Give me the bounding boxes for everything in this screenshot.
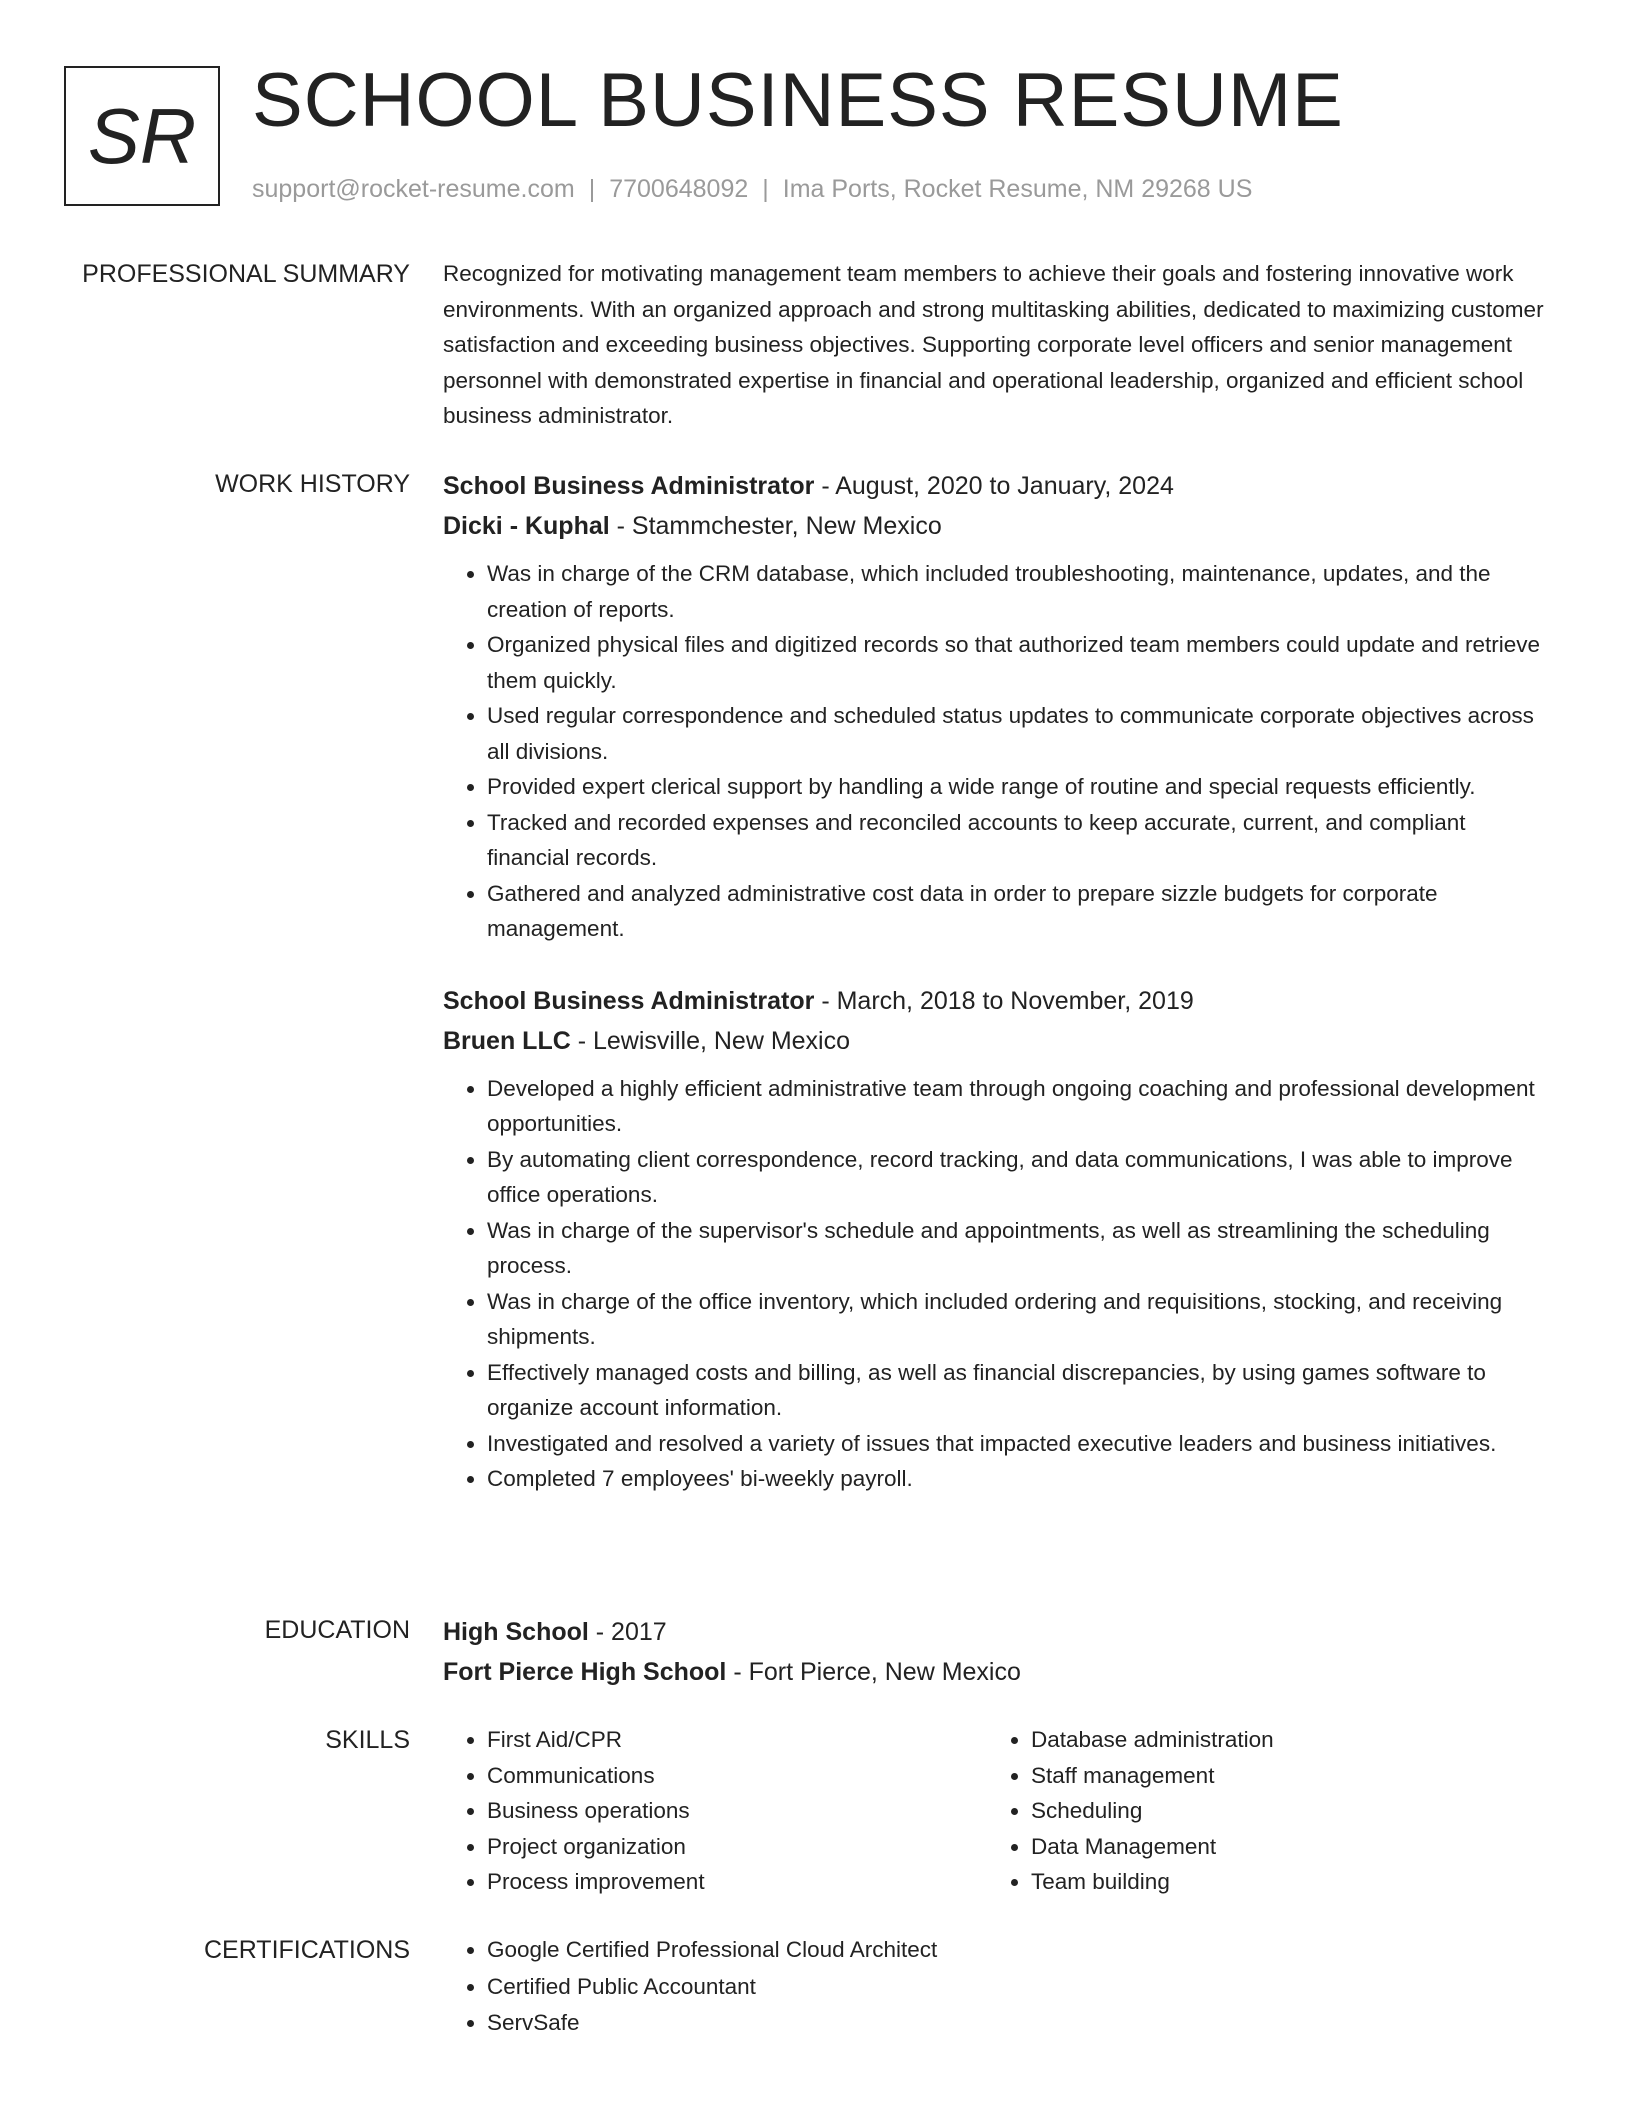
resume-title: SCHOOL BUSINESS RESUME: [252, 58, 1344, 143]
work-history-content: [443, 466, 1553, 1497]
job-bullet: • Completed 7 employees' bi-weekly payroll.: [487, 1461, 1553, 1497]
job-entry: [443, 466, 1553, 947]
job-location: - Stammchester, New Mexico: [609, 512, 942, 540]
job-location: - Lewisville, New Mexico: [570, 1026, 851, 1055]
certifications-list: [443, 1932, 1553, 2042]
contact-email: support@rocket-resume.com: [252, 175, 575, 203]
job-bullet: • Tracked and recorded expenses and reconciled accounts to keep accurate, current, and compliant financial records.: [487, 805, 1553, 876]
skill-item: • First Aid/CPR: [487, 1722, 987, 1758]
job-bullet: • Organized physical files and digitized records so that authorized team members could update and retrieve them quickly.: [487, 627, 1553, 698]
job-bullet-list: [443, 556, 1553, 947]
section-label-certifications: CERTIFICATIONS: [203, 1936, 410, 1964]
skill-item: • Database administration: [1031, 1722, 1531, 1758]
skills-content: [443, 1722, 1553, 1900]
job-dates: - August, 2020 to January, 2024: [814, 472, 1174, 500]
job-bullet: • Was in charge of the office inventory, which included ordering and requisitions, stocking, and receiving shipments.: [487, 1284, 1553, 1355]
job-bullet: • Gathered and analyzed administrative cost data in order to prepare sizzle budgets for corporate management.: [487, 876, 1553, 947]
job-company: Bruen LLC: [443, 1026, 571, 1055]
contact-phone: 7700648092: [609, 175, 749, 203]
skills-column-left: [443, 1722, 987, 1900]
job-company-line: [443, 1021, 1553, 1061]
contact-separator: |: [762, 175, 769, 203]
job-bullet: • By automating client correspondence, record tracking, and data communications, I was able to improve office operations.: [487, 1142, 1553, 1213]
job-company: Dicki - Kuphal: [443, 512, 610, 540]
skill-item: • Project organization: [487, 1829, 987, 1865]
education-degree: High School: [443, 1618, 589, 1646]
section-label-skills: SKILLS: [325, 1726, 410, 1754]
certifications-content: [443, 1932, 1553, 2042]
job-dates: - March, 2018 to November, 2019: [814, 986, 1194, 1015]
job-title-line: [443, 981, 1553, 1021]
skill-item: • Staff management: [1031, 1758, 1531, 1794]
section-label-summary: PROFESSIONAL SUMMARY: [82, 260, 410, 288]
job-entry: [443, 981, 1553, 1497]
job-bullet: • Investigated and resolved a variety of issues that impacted executive leaders and business initiatives.: [487, 1426, 1553, 1462]
certification-item: • ServSafe: [487, 2005, 1553, 2042]
contact-address: Ima Ports, Rocket Resume, NM 29268 US: [782, 175, 1253, 203]
job-bullet: • Developed a highly efficient administrative team through ongoing coaching and professional development opportunities.: [487, 1071, 1553, 1142]
job-bullet: • Was in charge of the CRM database, which included troubleshooting, maintenance, updates, and the creation of reports.: [487, 556, 1553, 627]
education-school-line: [443, 1652, 1553, 1692]
skill-item: • Data Management: [1031, 1829, 1531, 1865]
education-location: - Fort Pierce, New Mexico: [726, 1658, 1021, 1686]
summary-text: Recognized for motivating management team members to achieve their goals and fostering innovative work environments. With an organized approach and strong multitasking abilities, dedicated to maximizing customer satisfaction and exceeding business objectives. Supporting corporate level officers and senior management personnel with demonstrated expertise in financial and operational leadership, organized and efficient school business administrator.: [443, 261, 1544, 428]
job-bullet: • Used regular correspondence and scheduled status updates to communicate corporate objectives across all divisions.: [487, 698, 1553, 769]
section-label-work-history: WORK HISTORY: [215, 470, 410, 498]
section-label-education: EDUCATION: [264, 1616, 410, 1644]
education-degree-line: [443, 1612, 1553, 1652]
job-bullet: • Effectively managed costs and billing, as well as financial discrepancies, by using games software to organize account information.: [487, 1355, 1553, 1426]
skill-item: • Business operations: [487, 1793, 987, 1829]
contact-line: [252, 174, 1252, 204]
certification-item: • Google Certified Professional Cloud Architect: [487, 1932, 1553, 1969]
monogram-box: SR: [64, 66, 220, 206]
skill-item: • Process improvement: [487, 1864, 987, 1900]
education-year: - 2017: [588, 1618, 667, 1646]
job-title: School Business Administrator: [443, 986, 815, 1015]
job-title-line: [443, 466, 1553, 506]
skill-item: • Scheduling: [1031, 1793, 1531, 1829]
job-bullet-list: [443, 1071, 1553, 1497]
education-school: Fort Pierce High School: [443, 1658, 727, 1686]
education-content: [443, 1612, 1553, 1692]
summary-content: [443, 256, 1553, 434]
skill-item: • Team building: [1031, 1864, 1531, 1900]
contact-separator: |: [588, 175, 596, 203]
skills-column-right: [987, 1722, 1531, 1900]
skill-item: • Communications: [487, 1758, 987, 1794]
job-company-line: [443, 506, 1553, 546]
skills-grid: [443, 1722, 1553, 1900]
certification-item: • Certified Public Accountant: [487, 1969, 1553, 2006]
job-bullet: • Provided expert clerical support by handling a wide range of routine and special requests efficiently.: [487, 769, 1553, 805]
job-title: School Business Administrator: [443, 472, 815, 500]
job-bullet: • Was in charge of the supervisor's schedule and appointments, as well as streamlining the scheduling process.: [487, 1213, 1553, 1284]
